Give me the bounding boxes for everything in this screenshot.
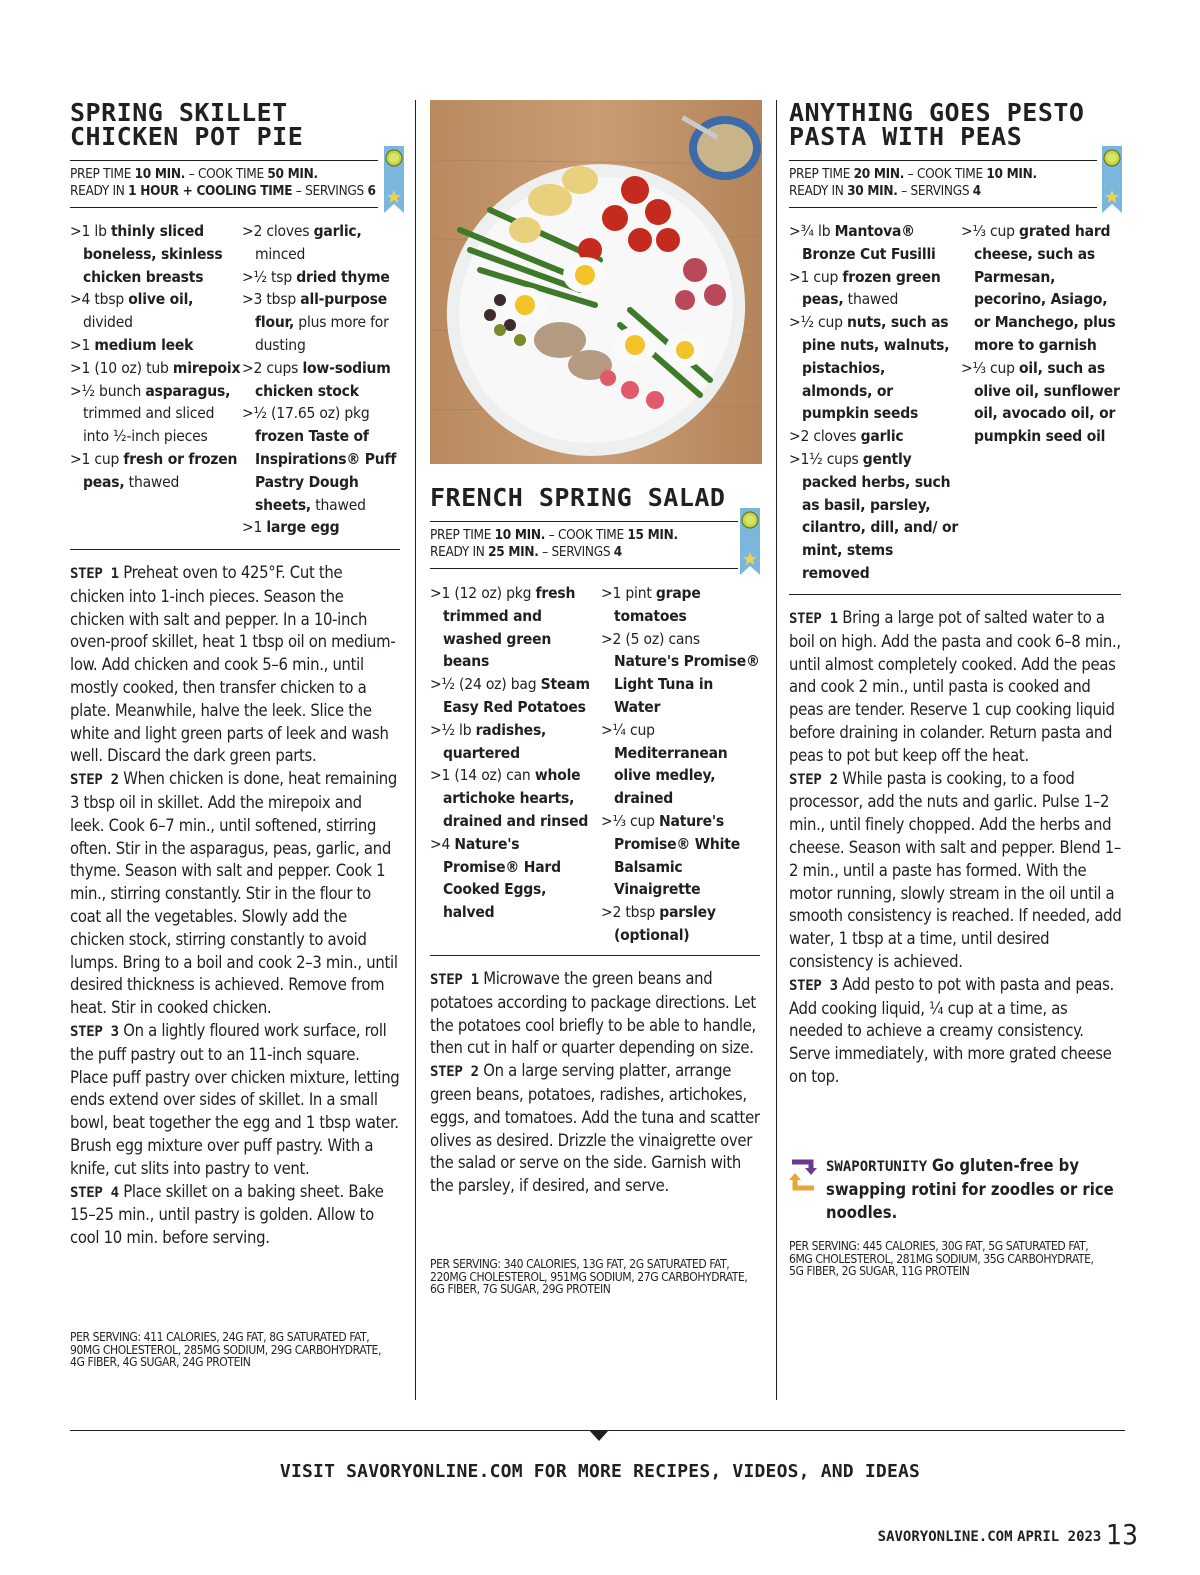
- salad-title: FRENCH SPRING SALAD: [430, 483, 726, 512]
- pesto-ingredients-left: [789, 220, 959, 585]
- salad-nutrition: PER SERVING: 340 CALORIES, 13G FAT, 2G SATURATED FAT, 220MG CHOLESTEROL, 951MG SODIUM, 27G CARBOHYDRATE, 6G FIBER, 7G SUGAR, 29G PROTEIN: [430, 1257, 748, 1296]
- ingredient: >1 (10 oz) tub mirepoix: [70, 358, 241, 377]
- page-footer: [878, 1518, 1138, 1551]
- ingredient: >½ cup nuts, such as pine nuts, walnuts, pistachios, almonds, or pumpkin seeds: [789, 313, 950, 423]
- ingredient: >1 pint grape tomatoes: [601, 584, 701, 625]
- ingredient: >1½ cups gently packed herbs, such as basil, parsley, cilantro, dill, and/ or mint, stems removed: [789, 449, 959, 582]
- step: STEP 4 Place skillet on a baking sheet. Bake 15–25 min., until pastry is golden. Allow to cool 10 min. before serving.: [70, 1181, 384, 1248]
- ingredient: >½ (24 oz) bag Steam Easy Red Potatoes: [430, 675, 590, 716]
- step: STEP 1 Microwave the green beans and potatoes according to package directions. Let the potatoes cool briefly to be able to handle, then cut in half or quarter depending on size.: [430, 969, 756, 1058]
- ingredient: >2 cloves garlic, minced: [242, 222, 362, 263]
- divider: [789, 594, 1121, 595]
- divider: [789, 207, 1097, 208]
- ingredient: >2 (5 oz) cans Nature's Promise® Light Tuna in Water: [601, 629, 760, 716]
- ingredient: >4 Nature's Promise® Hard Cooked Eggs, halved: [430, 834, 561, 922]
- down-triangle-icon: [589, 1430, 609, 1441]
- divider: [430, 521, 738, 522]
- ingredient: >4 tbsp olive oil, divided: [70, 290, 194, 332]
- potpie-title: [70, 98, 304, 151]
- step: STEP 2 On a large serving platter, arrange green beans, potatoes, radishes, artichokes, eggs, and tomatoes. Add the tuna and scatter olives as desired. Drizzle the vinaigrette over the salad or serve on the side. Garnish with the parsley, if desired, and serve.: [430, 1061, 760, 1196]
- pesto-meta: PREP TIME 20 MIN. – COOK TIME 10 MIN. READY IN 30 MIN. – SERVINGS 4: [789, 166, 1037, 199]
- step: STEP 2 While pasta is cooking, to a food processor, add the nuts and garlic. Pulse 1–2 min., until finely chopped. Add the herbs and cheese. Season with salt and pepper. Blend 1–2 min., until a paste has formed. With the motor running, slowly stream in the oil until a smooth consistency is reached. If needed, add water, 1 tbsp at a time, until desired consistency is achieved.: [789, 768, 1122, 971]
- divider: [430, 568, 738, 569]
- potpie-ingredients-left: [70, 220, 242, 494]
- ingredient: >1 cup frozen green peas, thawed: [789, 267, 941, 309]
- pesto-title: ANYTHING GOES PESTO PASTA WITH PEAS: [789, 98, 1085, 151]
- ingredient: >⅓ cup oil, such as olive oil, sunflower oil, avocado oil, or pumpkin seed oil: [961, 358, 1120, 446]
- pesto-steps: [789, 607, 1124, 1089]
- footer-cta: VISIT SAVORYONLINE.COM FOR MORE RECIPES, VIDEOS, AND IDEAS: [279, 1461, 921, 1482]
- pesto-ingredients-right: [961, 220, 1126, 448]
- ingredient: >⅓ cup Nature's Promise® White Balsamic Vinaigrette: [601, 811, 740, 899]
- column-divider: [776, 100, 777, 1400]
- ingredient: >½ bunch asparagus, trimmed and sliced into ½-inch pieces: [70, 381, 231, 446]
- award-ribbon-icon: [737, 508, 763, 576]
- divider: [70, 160, 378, 161]
- step: STEP 2 When chicken is done, heat remaining 3 tbsp oil in skillet. Add the mirepoix and leek. Cook 6–7 min., until softened, stirring often. Stir in the asparagus, peas, garlic, and thyme. Season with salt and pepper. Cook 1 min., stirring constantly. Stir in the flour to coat all the vegetables. Slowly add the chicken stock, stirring constantly to avoid lumps. Bring to a boil and cook 2–3 min., until desired thickness is achieved. Remove from heat. Stir in cooked chicken.: [70, 769, 398, 1018]
- ingredient: >1 lb thinly sliced boneless, skinless chicken breasts: [70, 222, 223, 286]
- ingredient: >½ lb radishes, quartered: [430, 720, 547, 762]
- ingredient: >1 medium leek: [70, 335, 194, 354]
- step: STEP 3 Add pesto to pot with pasta and peas. Add cooking liquid, ¼ cup at a time, as needed to achieve a creamy consistency. Serve immediately, with more grated cheese on top.: [789, 974, 1114, 1086]
- step: STEP 1 Preheat oven to 425°F. Cut the chicken into 1-inch pieces. Season the chicken with salt and pepper. In a 10-inch oven-proof skillet, heat 1 tbsp oil on medium-low. Add chicken and cook 5–6 min., until mostly cooked, then transfer chicken to a plate. Meanwhile, halve the leek. Slice the white and light green parts of leek and wash well. Discard the dark green parts.: [70, 563, 396, 766]
- salad-meta: PREP TIME 10 MIN. – COOK TIME 15 MIN. READY IN 25 MIN. – SERVINGS 4: [430, 527, 678, 560]
- divider: [430, 955, 760, 956]
- potpie-ingredients-right: [242, 220, 402, 539]
- ingredient: >1 large egg: [242, 518, 340, 537]
- ingredient: >2 cloves garlic: [789, 427, 904, 446]
- step: STEP 1 Bring a large pot of salted water to a boil on high. Add the pasta and cook 6–8 min., until almost completely cooked. Add the peas and cook 2 min., until pasta is cooked and peas are tender. Reserve 1 cup cooking liquid before draining in colander. Return pasta and peas to pot but keep off the heat.: [789, 608, 1121, 765]
- divider: [70, 549, 400, 550]
- divider: [70, 207, 378, 208]
- page-number: 13: [1105, 1518, 1138, 1551]
- ingredient: >½ (17.65 oz) pkg frozen Taste of Inspirations® Puff Pastry Dough sheets, thawed: [242, 404, 397, 514]
- salad-ingredients-left: [430, 582, 600, 924]
- ingredient: >½ tsp dried thyme: [242, 267, 390, 286]
- salad-ingredients-right: [601, 582, 761, 947]
- footer-site: SAVORYONLINE.COM: [877, 1529, 1013, 1545]
- swap-arrows-icon: [789, 1158, 817, 1192]
- potpie-meta: PREP TIME 10 MIN. – COOK TIME 50 MIN. READY IN 1 HOUR + COOLING TIME – SERVINGS 6: [70, 166, 376, 199]
- salad-platter-photo: [430, 100, 762, 464]
- potpie-title-line: SPRING SKILLET: [70, 98, 288, 127]
- ingredient: >1 (14 oz) can whole artichoke hearts, drained and rinsed: [430, 766, 589, 830]
- potpie-steps: [70, 562, 400, 1250]
- ingredient: >⅓ cup grated hard cheese, such as Parmesan, pecorino, Asiago, or Manchego, plus more to garnish: [961, 222, 1116, 354]
- ingredient: >3 tbsp all-purpose flour, plus more for dusting: [242, 290, 389, 354]
- ingredient: >¼ cup Mediterranean olive medley, drained: [601, 720, 728, 808]
- footer-date: APRIL 2023: [1017, 1529, 1102, 1545]
- column-divider: [415, 100, 416, 1400]
- pesto-nutrition: PER SERVING: 445 CALORIES, 30G FAT, 5G SATURATED FAT, 6MG CHOLESTEROL, 281MG SODIUM, 35G CARBOHYDRATE, 5G FIBER, 2G SUGAR, 11G PROTEIN: [789, 1239, 1094, 1278]
- award-ribbon-icon: [381, 146, 407, 214]
- swaportunity-note: SWAPORTUNITY Go gluten-free by swapping rotini for zoodles or rice noodles.: [826, 1156, 1114, 1222]
- ingredient: >1 (12 oz) pkg fresh trimmed and washed green beans: [430, 584, 576, 671]
- salad-steps: [430, 968, 762, 1198]
- divider: [789, 160, 1097, 161]
- ingredient: >¾ lb Mantova® Bronze Cut Fusilli: [789, 222, 936, 263]
- potpie-nutrition: PER SERVING: 411 CALORIES, 24G FAT, 8G SATURATED FAT, 90MG CHOLESTEROL, 285MG SODIUM, 29G CARBOHYDRATE, 4G FIBER, 4G SUGAR, 24G PROTEIN: [70, 1330, 381, 1369]
- award-ribbon-icon: [1099, 146, 1125, 214]
- potpie-title-line: CHICKEN POT PIE: [70, 122, 304, 151]
- ingredient: >1 cup fresh or frozen peas, thawed: [70, 449, 238, 491]
- step: STEP 3 On a lightly floured work surface, roll the puff pastry out to an 11-inch square. Place puff pastry over chicken mixture, letting ends extend over sides of skillet. In a small bowl, beat together the egg and 1 tbsp water. Brush egg mixture over puff pastry. With a knife, cut slits into pastry to vent.: [70, 1020, 400, 1178]
- ingredient: >2 cups low-sodium chicken stock: [242, 358, 391, 400]
- ingredient: >2 tbsp parsley (optional): [601, 903, 716, 944]
